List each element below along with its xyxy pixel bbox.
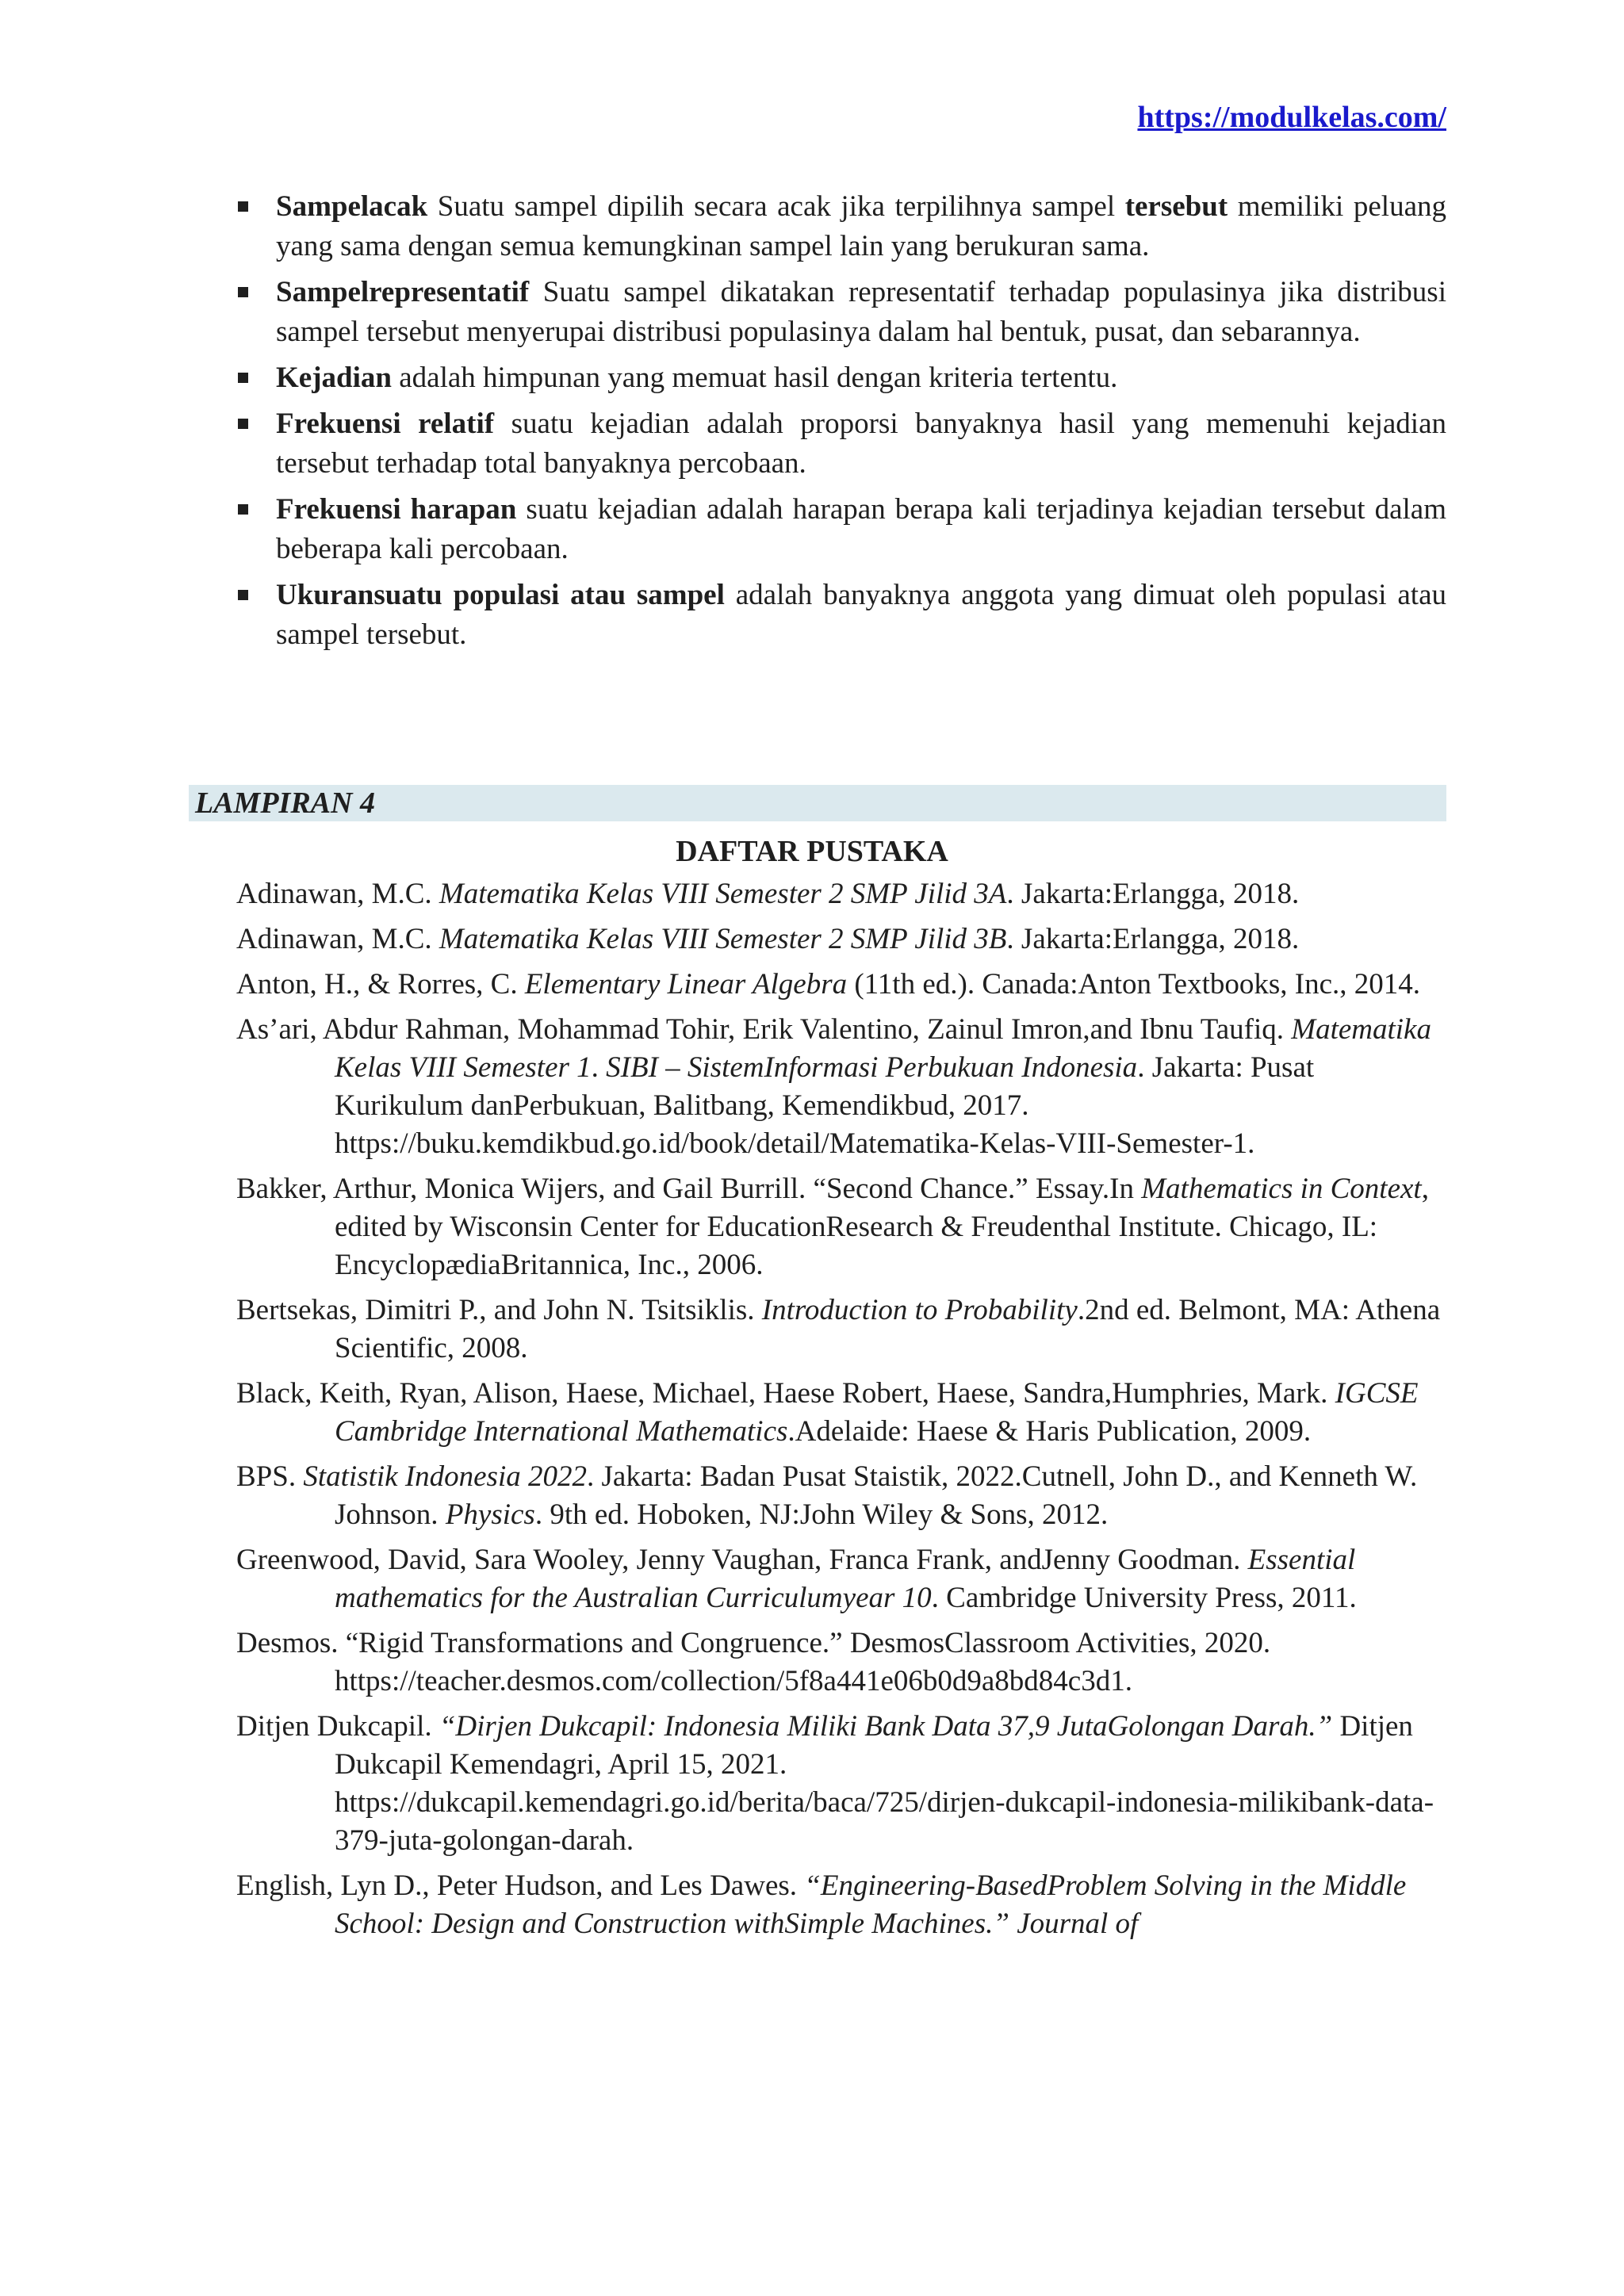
- entry-text: . Jakarta: Pusat Kurikulum danPerbukuan, Balitbang, Kemendikbud, 2017. https://buku.kemdikbud.go.id/book/detail/Matematika-Kelas-VIII-Semester-1.: [335, 1051, 1315, 1160]
- bibliography-entry: [236, 1170, 1450, 1284]
- entry-title: Physics: [445, 1498, 535, 1531]
- entry-text: . Jakarta:Erlangga, 2018.: [1006, 878, 1300, 910]
- entry-title: Elementary Linear Algebra: [524, 968, 848, 1001]
- term-name: Kejadian: [276, 362, 392, 394]
- term-text: suatu kejadian adalah harapan berapa kali terjadinya kejadian tersebut dalam beberapa kali percobaan.: [276, 493, 1446, 565]
- bibliography-entry: [236, 1458, 1450, 1534]
- entry-title: Matematika Kelas VIII Semester 2 SMP Jilid 3A: [439, 878, 1007, 910]
- entry-text: , edited by Wisconsin Center for EducationResearch & Freudenthal Institute. Chicago, IL: EncyclopædiaBritannica, Inc., 2006.: [335, 1173, 1429, 1281]
- term-text: suatu kejadian adalah proporsi banyaknya hasil yang memenuhi kejadian tersebut terhadap total banyaknya percobaan.: [276, 408, 1446, 480]
- entry-title: “Engineering-BasedProblem Solving in the Middle School: Design and Construction withSimple Machines.” Journal of: [335, 1869, 1407, 1940]
- bibliography-entry: [236, 1708, 1450, 1860]
- entry-text: . Cambridge University Press, 2011.: [931, 1582, 1357, 1614]
- square-bullet-icon: [238, 287, 248, 297]
- term-name: Sampelacak: [276, 190, 428, 223]
- term-text: adalah banyaknya anggota yang dimuat oleh populasi atau sampel tersebut.: [276, 579, 1446, 651]
- definition-list: [238, 187, 1446, 661]
- entry-text: .Adelaide: Haese & Haris Publication, 2009.: [787, 1415, 1312, 1448]
- term-name: Frekuensi harapan: [276, 493, 517, 526]
- term-emphasis: tersebut: [1124, 190, 1228, 223]
- entry-text: Adinawan, M.C.: [236, 878, 439, 910]
- entry-text: BPS.: [236, 1460, 304, 1493]
- entry-text: .: [591, 1051, 607, 1084]
- term-text: memiliki peluang yang sama dengan semua kemungkinan sampel lain yang berukuran sama.: [276, 190, 1447, 262]
- entry-text: Anton, H., & Rorres, C.: [236, 968, 525, 1001]
- term-text: adalah himpunan yang memuat hasil dengan kriteria tertentu.: [391, 362, 1118, 394]
- square-bullet-icon: [238, 373, 248, 383]
- definition-item: [238, 404, 1446, 484]
- definition-item: [238, 576, 1446, 655]
- entry-title: Essential mathematics for the Australian Curriculumyear 10: [335, 1544, 1356, 1614]
- definition-item: [238, 358, 1446, 398]
- entry-title: Introduction to Probability: [761, 1294, 1078, 1326]
- entry-text: Adinawan, M.C.: [236, 923, 439, 955]
- entry-title: Matematika Kelas VIII Semester 1: [335, 1013, 1431, 1084]
- bibliography-entry: [236, 1541, 1450, 1617]
- appendix-heading-bar: [189, 785, 1446, 821]
- entry-text: Black, Keith, Ryan, Alison, Haese, Michael, Haese Robert, Haese, Sandra,Humphries, Mark.: [236, 1377, 1335, 1410]
- bibliography-entry: [236, 1011, 1450, 1163]
- entry-title: Matematika Kelas VIII Semester 2 SMP Jilid 3B: [439, 923, 1007, 955]
- bibliography-entry: [236, 1292, 1450, 1368]
- term-name: Frekuensi relatif: [276, 408, 495, 440]
- entry-text: (11th ed.). Canada:Anton Textbooks, Inc., 2014.: [847, 968, 1420, 1001]
- definition-item: [238, 490, 1446, 569]
- header-url-link[interactable]: https://modulkelas.com/: [1137, 101, 1446, 134]
- bibliography-entry: [236, 1375, 1450, 1451]
- entry-text: Bertsekas, Dimitri P., and John N. Tsitsiklis.: [236, 1294, 762, 1326]
- appendix-label: LAMPIRAN 4: [195, 786, 375, 820]
- entry-title: Mathematics in Context: [1141, 1173, 1422, 1205]
- definition-item: [238, 187, 1446, 266]
- entry-title: Statistik Indonesia 2022: [303, 1460, 587, 1493]
- entry-text: . Jakarta: Badan Pusat Staistik, 2022.Cutnell, John D., and Kenneth W. Johnson.: [335, 1460, 1418, 1531]
- definition-item: [238, 273, 1446, 352]
- entry-title: SIBI – SistemInformasi Perbukuan Indonesia: [606, 1051, 1138, 1084]
- entry-text: Desmos. “Rigid Transformations and Congruence.” DesmosClassroom Activities, 2020. https://teacher.desmos.com/collection/5f8a441e06b0d9a8bd84c3d1.: [236, 1627, 1271, 1697]
- entry-title: “Dirjen Dukcapil: Indonesia Miliki Bank Data 37,9 JutaGolongan Darah.”: [439, 1710, 1333, 1743]
- term-text: Suatu sampel dipilih secara acak jika terpilihnya sampel: [427, 190, 1125, 223]
- square-bullet-icon: [238, 419, 248, 429]
- entry-title: IGCSE Cambridge International Mathematics: [335, 1377, 1419, 1448]
- entry-text: .2nd ed. Belmont, MA: Athena Scientific, 2008.: [335, 1294, 1441, 1364]
- bibliography-entry: [236, 1624, 1450, 1701]
- entry-text: English, Lyn D., Peter Hudson, and Les Dawes.: [236, 1869, 805, 1902]
- bibliography-list: [236, 875, 1450, 1950]
- square-bullet-icon: [238, 590, 248, 600]
- entry-text: Ditjen Dukcapil.: [236, 1710, 439, 1743]
- bibliography-entry: [236, 1867, 1450, 1943]
- entry-text: . 9th ed. Hoboken, NJ:John Wiley & Sons, 2012.: [534, 1498, 1109, 1531]
- entry-text: Bakker, Arthur, Monica Wijers, and Gail Burrill. “Second Chance.” Essay.In: [236, 1173, 1142, 1205]
- entry-text: Ditjen Dukcapil Kemendagri, April 15, 2021. https://dukcapil.kemendagri.go.id/berita/baca/725/dirjen-dukcapil-indonesia-milikibank-data-379-juta-golongan-darah.: [335, 1710, 1434, 1857]
- term-name: Sampelrepresentatif: [276, 276, 530, 308]
- entry-text: As’ari, Abdur Rahman, Mohammad Tohir, Erik Valentino, Zainul Imron,and Ibnu Taufiq.: [236, 1013, 1292, 1046]
- bibliography-title: DAFTAR PUSTAKA: [676, 835, 948, 868]
- bibliography-entry: [236, 875, 1450, 913]
- term-name: Ukuransuatu populasi atau sampel: [276, 579, 725, 611]
- bibliography-entry: [236, 920, 1450, 959]
- square-bullet-icon: [238, 504, 248, 515]
- term-text: Suatu sampel dikatakan representatif terhadap populasinya jika distribusi sampel tersebut menyerupai distribusi populasinya dalam hal bentuk, pusat, dan sebarannya.: [276, 276, 1446, 348]
- square-bullet-icon: [238, 201, 248, 212]
- entry-text: Greenwood, David, Sara Wooley, Jenny Vaughan, Franca Frank, andJenny Goodman.: [236, 1544, 1248, 1576]
- entry-text: . Jakarta:Erlangga, 2018.: [1006, 923, 1300, 955]
- bibliography-entry: [236, 966, 1450, 1004]
